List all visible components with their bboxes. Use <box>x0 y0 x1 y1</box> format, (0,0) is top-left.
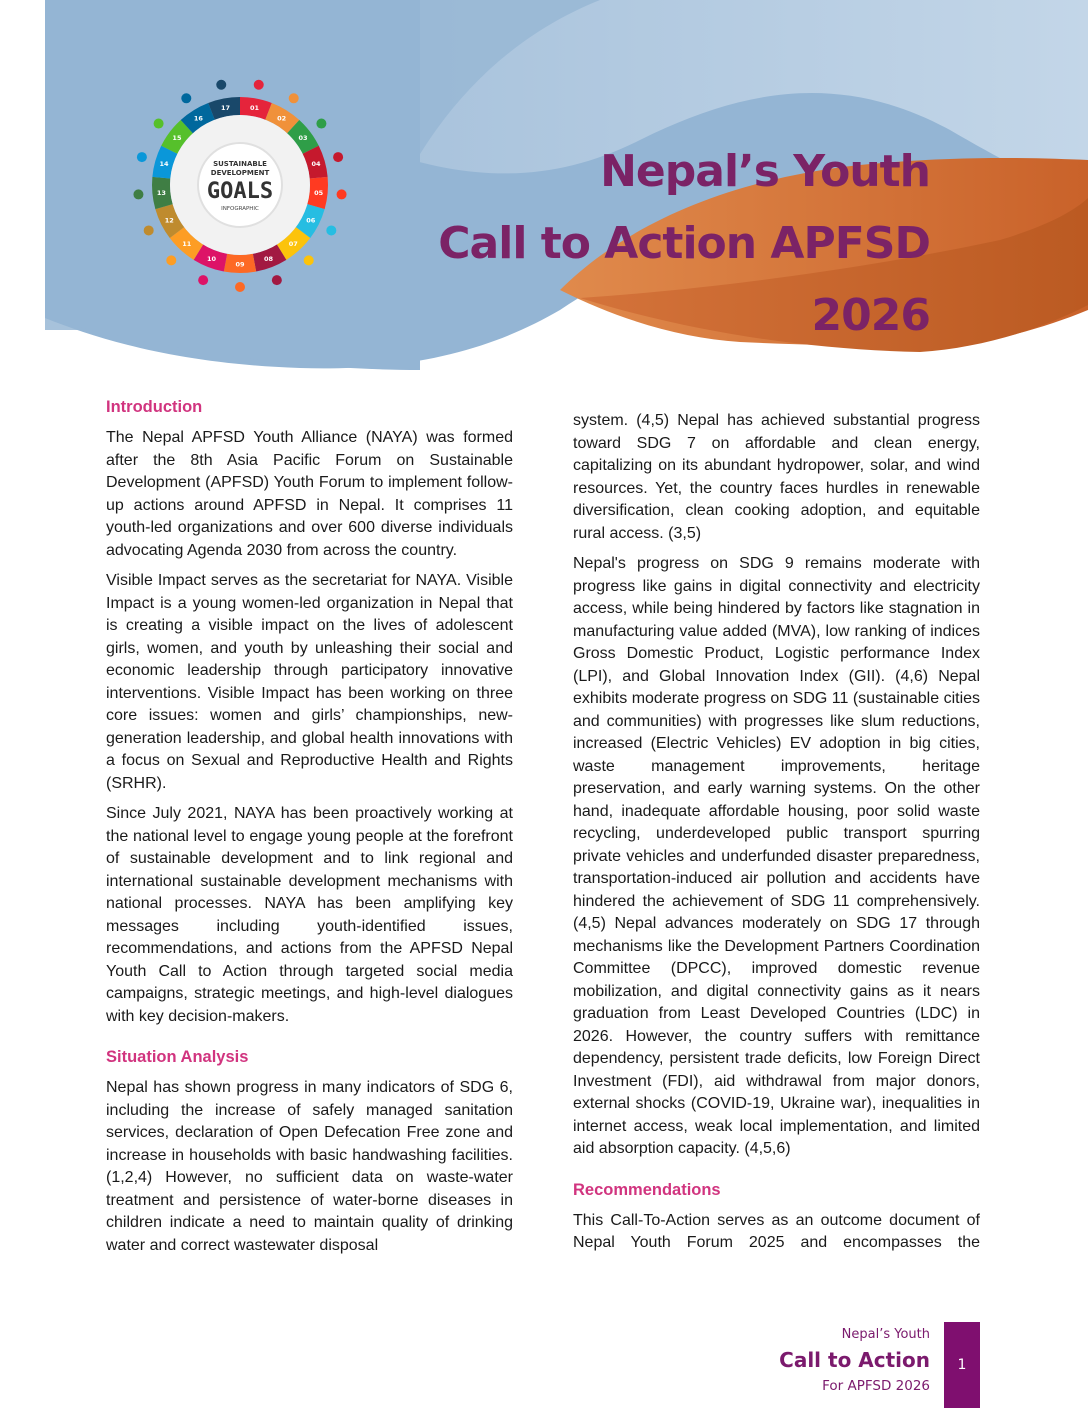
title-line-3: 2026 <box>811 290 930 341</box>
sdg-segment-number: 11 <box>182 239 192 248</box>
sdg-segment-number: 16 <box>193 114 203 123</box>
right-column <box>573 410 980 1263</box>
situation-paragraph-2: Nepal's progress on SDG 9 remains moderate with progress like gains in digital connectivity and electricity access, while being hindered by factors like stagnation in manufacturing value added (MVA), low ranking of indices Gross Domestic Product, Logistic performance Index (LPI), and Global Innovation Index (GII). (4,6) Nepal exhibits moderate progress on SDG 11 (sustainable cities and communities) with progresses like slum reductions, increased (Electric Vehicles) EV adoption in big cities, waste management improvements, heritage preservation, and early warning systems. On the other hand, inadequate affordable housing, poor solid waste recycling, underdeveloped public transport spurring private vehicles and underfunded disaster preparedness, transportation-induced air pollution and accidents have hindered the achievement of SDG 11 comprehensively.(4,5) Nepal advances moderately on SDG 17 through mechanisms like the Development Partners Coordination Committee (DPCC), improved domestic revenue mobilization, and digital connectivity gains as it nears graduation from Least Developed Countries (LDC) in 2026. However, the country suffers with remittance dependency, persistent trade deficits, low Foreign Direct Investment (FDI), aid withdrawal from major donors, external shocks (COVID-19, Ukraine war), inequalities in internet access, weak local implementation, and limited aid absorption capacity. (4,5,6) <box>573 555 981 1157</box>
sdg-goal-icon <box>235 282 245 292</box>
sdg-goal-icon <box>304 255 314 265</box>
sdg-segment-number: 15 <box>172 133 182 142</box>
sdg-goal-icon <box>326 225 336 235</box>
sdg-segment-number: 10 <box>206 255 216 264</box>
sdg-goal-icon <box>333 152 343 162</box>
sdg-segment-number: 08 <box>264 255 274 264</box>
sdg-segment-number: 13 <box>156 188 166 197</box>
sdg-goal-icon <box>216 80 226 90</box>
introduction-paragraph-2: Visible Impact serves as the secretariat for NAYA. Visible Impact is a young women-led organization in Nepal that is creating a visible impact on the lives of adolescent girls, women, and youth by unleashing their social and economic leadership through participatory innovative interventions. Visible Impact has been working on three core issues: women and girls’ championships, new-generation leadership, and global health innovations with a focus on Sexual and Reproductive Health and Rights (SRHR). <box>106 572 513 792</box>
recommendations-heading: Recommendations <box>573 1180 721 1199</box>
sdg-goal-icon <box>198 275 208 285</box>
situation-analysis-heading: Situation Analysis <box>106 1048 249 1066</box>
recommendations-paragraph-1: This Call-To-Action serves as an outcome document of Nepal Youth Forum 2025 and encompasses the <box>573 1211 980 1251</box>
introduction-paragraph-3: Since July 2021, NAYA has been proactively working at the national level to engage young people at the forefront of sustainable development and to link regional and international sustainable development mechanisms with national processes. NAYA has been amplifying key messages including youth-identified issues, recommendations, and actions from the APFSD Nepal Youth Call to Action through targeted social media campaigns, strategic meetings, and high-level dialogues with key decision-makers. <box>106 805 513 1025</box>
sdg-segment-number: 05 <box>314 188 324 197</box>
title-line-1: Nepal’s Youth <box>600 146 930 197</box>
sdg-goal-icon <box>181 93 191 103</box>
sdg-goal-icon <box>133 189 143 199</box>
sdg-goal-icon <box>272 275 282 285</box>
logo-text-sustainable: SUSTAINABLE <box>213 160 267 168</box>
sdg-segment-number: 17 <box>220 103 231 112</box>
introduction-paragraph-1: The Nepal APFSD Youth Alliance (NAYA) was formed after the 8th Asia Pacific Forum on Sustainable Development (APFSD) Youth Forum to implement follow-up actions around APFSD in Nepal. It comprises 11 youth-led organizations and over 600 diverse individuals advocating Agenda 2030 from across the country. <box>106 429 513 559</box>
sdg-segment-number: 03 <box>298 133 308 142</box>
logo-text-development: DEVELOPMENT <box>210 169 270 177</box>
sdg-segment-number: 07 <box>288 239 298 248</box>
left-column <box>106 396 513 1265</box>
sdg-goal-icon <box>144 225 154 235</box>
sdg-segment-number: 02 <box>277 114 287 123</box>
page-number: 1 <box>944 1322 980 1408</box>
introduction-heading: Introduction <box>106 398 203 416</box>
sdg-goal-icon <box>137 152 147 162</box>
sdg-goal-icon <box>337 189 347 199</box>
situation-paragraph-1-continued: system. (4,5) Nepal has achieved substantial progress toward SDG 7 on affordable and clean energy, capitalizing on its abundant hydropower, solar, and wind resources. Yet, the country faces hurdles in renewable diversification, clean cooking adoption, and equitable rural access. (3,5) <box>573 412 980 542</box>
sdg-segment-number: 09 <box>235 260 245 269</box>
sdg-segment-number: 04 <box>311 159 321 168</box>
sdg-goal-icon <box>289 93 299 103</box>
document-title <box>438 136 930 352</box>
sdg-goal-icon <box>254 80 264 90</box>
footer-line-1: Nepal’s Youth <box>841 1327 930 1342</box>
sdg-segment-number: 01 <box>249 103 260 112</box>
sdg-segment-number: 12 <box>164 216 174 225</box>
sdg-goal-icon <box>316 119 326 129</box>
title-line-2: Call to Action APFSD <box>438 218 930 269</box>
sdg-goal-icon <box>166 255 176 265</box>
situation-paragraph-1: Nepal has shown progress in many indicators of SDG 6, including the increase of safely managed sanitation services, declaration of Open Defecation Free zone and increase in households with basic handwashing facilities.(1,2,4) However, no sufficient data on waste-water treatment and persistence of water-borne diseases in children indicate a need to maintain quality of drinking water and correct wastewater disposal <box>106 1079 513 1254</box>
footer-brand <box>779 1325 930 1397</box>
sdg-segment-number: 14 <box>159 159 169 168</box>
sdg-goal-icon <box>154 119 164 129</box>
logo-text-infographic: INFOGRAPHIC <box>221 206 259 212</box>
sdg-wheel-logo <box>120 60 360 300</box>
footer-line-2: Call to Action <box>779 1348 930 1372</box>
footer-line-3: For APFSD 2026 <box>822 1378 930 1394</box>
logo-text-goals: GOALS <box>206 179 274 204</box>
sdg-segment-number: 06 <box>306 216 316 225</box>
